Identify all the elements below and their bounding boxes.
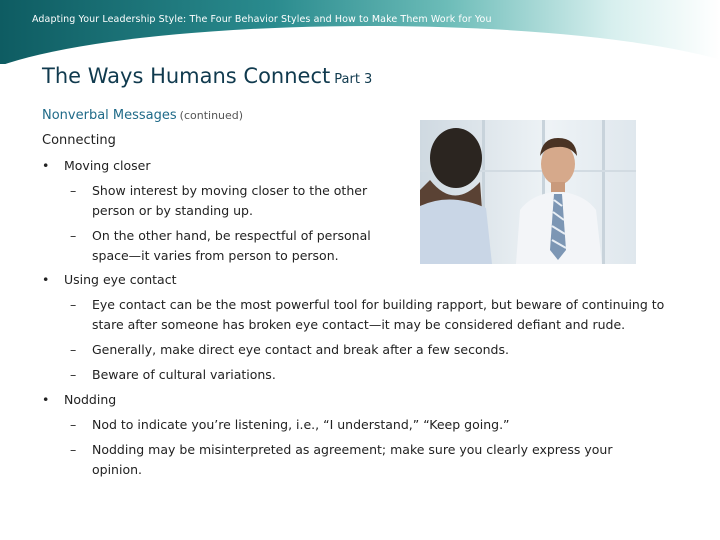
sub-bullet-text: Generally, make direct eye contact and break after a few seconds. bbox=[92, 342, 509, 357]
slide-subtitle bbox=[42, 108, 243, 123]
sub-bullet-text: Show interest by moving closer to the other person or by standing up. bbox=[92, 183, 368, 218]
course-title: Adapting Your Leadership Style: The Four Behavior Styles and How to Make Them Work for You bbox=[32, 14, 492, 25]
sub-bullet-mark: – bbox=[70, 342, 77, 357]
sub-bullet-text: On the other hand, be respectful of personal space—it varies from person to person. bbox=[92, 228, 371, 263]
two-men-conversation-photo bbox=[420, 120, 636, 264]
sub-bullet bbox=[70, 440, 680, 480]
bullet-mark: • bbox=[42, 392, 50, 407]
sub-bullet bbox=[70, 365, 680, 385]
sub-bullet-mark: – bbox=[70, 297, 77, 312]
bullet-text: Using eye contact bbox=[64, 272, 177, 287]
section-label: Connecting bbox=[42, 133, 116, 148]
bullet-text: Nodding bbox=[64, 392, 117, 407]
sub-bullet-mark: – bbox=[70, 417, 77, 432]
subtitle-main: Nonverbal Messages bbox=[42, 108, 177, 123]
bullet-eye-contact bbox=[42, 270, 382, 290]
bullet-nodding bbox=[42, 390, 382, 410]
sub-bullet-text: Nod to indicate you’re listening, i.e., “I understand,” “Keep going.” bbox=[92, 417, 510, 432]
sub-bullet-mark: – bbox=[70, 183, 77, 198]
bullet-moving-closer bbox=[42, 156, 382, 176]
bullet-mark: • bbox=[42, 158, 50, 173]
sub-bullet bbox=[70, 295, 680, 335]
sub-bullet-mark: – bbox=[70, 442, 77, 457]
bullet-mark: • bbox=[42, 272, 50, 287]
subtitle-note: (continued) bbox=[179, 109, 244, 122]
sub-bullet bbox=[70, 226, 390, 266]
sub-bullet bbox=[70, 181, 390, 221]
slide-title bbox=[42, 64, 372, 88]
bullet-text: Moving closer bbox=[64, 158, 151, 173]
slide-title-main: The Ways Humans Connect bbox=[42, 64, 331, 88]
sub-bullet-mark: – bbox=[70, 228, 77, 243]
sub-bullet-text: Eye contact can be the most powerful tool for building rapport, but beware of continuing to stare after someone has broken eye contact—it may be considered defiant and rude. bbox=[92, 297, 665, 332]
sub-bullet-text: Nodding may be misinterpreted as agreement; make sure you clearly express your opinion. bbox=[92, 442, 613, 477]
sub-bullet-text: Beware of cultural variations. bbox=[92, 367, 276, 382]
slide-title-part: Part 3 bbox=[334, 72, 373, 87]
sub-bullet bbox=[70, 415, 680, 435]
sub-bullet bbox=[70, 340, 680, 360]
sub-bullet-mark: – bbox=[70, 367, 77, 382]
